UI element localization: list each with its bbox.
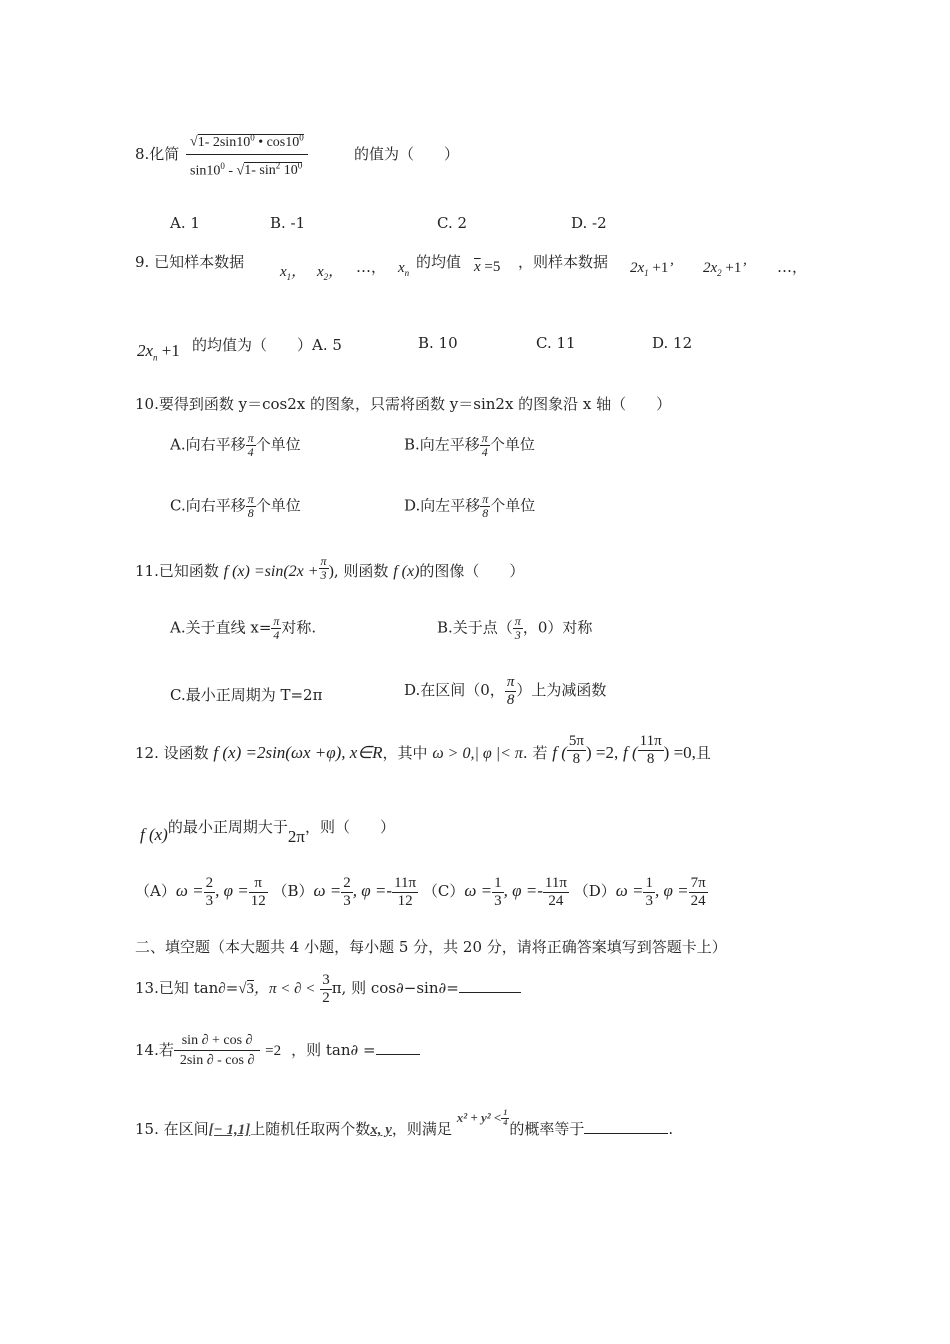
q10-option-d: D.向左平移 $\frac{\pi}{8}$ 个单位: [404, 492, 536, 521]
q9-x1: $x_1$，: [280, 264, 307, 282]
q8-numerator: √1- $2\sin 10^0$ • $\cos 10^0$: [186, 132, 308, 155]
q13-answer-blank[interactable]: [459, 992, 521, 993]
q10-option-c: C.向右平移 $\frac{\pi}{8}$ 个单位: [170, 492, 301, 521]
question-13: 13.已知 tan∂=√3，π < ∂ < $\frac{3}{2}$ π, 则 cos∂−sin∂=: [135, 972, 521, 1006]
q8-fraction: [186, 132, 308, 179]
question-10: 10.要得到函数 y＝cos2x 的图象，只需将函数 y＝sin2x 的图象沿 x 轴（ ）: [135, 395, 672, 413]
q12-option-b: （B）ω = $\frac{2}{3}$ , φ =- $\frac{11\pi}{12}$: [272, 875, 417, 909]
q8-denominator: $\sin 10^0 - √1-$ $\sin^2 10^0$: [190, 160, 303, 179]
q9-xbar: $\overline{x} =5$: [474, 259, 501, 275]
q8-option-d: D. -2: [571, 214, 607, 232]
question-9: 9. 已知样本数据: [135, 253, 245, 271]
q8-option-c: C. 2: [437, 214, 468, 232]
q9-line2-text: 的均值为（ ）A. 5: [192, 336, 342, 354]
q11-option-a: A.关于直线 x= $\frac{\pi}{4}$ 对称.: [170, 614, 317, 643]
q15-answer-blank[interactable]: [584, 1133, 668, 1134]
q12-option-c: （C）ω = $\frac{1}{3}$ , φ =- $\frac{11\pi}{24}$: [422, 875, 567, 909]
q11-option-d: D.在区间（0， $\frac{\pi}{8}$ ）上为减函数: [404, 674, 607, 708]
question-11: 11.已知函数 f (x) =sin(2x + $\frac{\pi}{3}$ ), 则函数 f (x)的图像（ ）: [135, 554, 525, 583]
q9-end: …，: [777, 258, 808, 276]
q9-mid: ，则样本数据: [518, 253, 609, 271]
q14-answer-blank[interactable]: [376, 1054, 420, 1055]
q8-option-a: A. 1: [170, 214, 200, 232]
q10-option-b: B.向左平移 $\frac{\pi}{4}$ 个单位: [404, 431, 535, 460]
section-heading: 二、填空题（本大题共 4 小题，每小题 5 分，共 20 分，请将正确答案填写到答题卡上）: [135, 938, 727, 956]
q9-line2-expr: $2x_n +1$: [137, 341, 180, 363]
question-14: 14.若 $\frac{\sin \partial + \cos \partial}{2\sin \partial - \cos \partial}$ =2 ，则 tan∂ =: [135, 1033, 420, 1069]
q8-prefix: 8.化简: [135, 145, 180, 163]
q9-option-b: B. 10: [418, 334, 458, 352]
question-15: 15. 在区间[− 1,1]上随机任取两个数x, y，则满足 x² + y² < $\frac{1}{4}$ 的概率等于 .: [135, 1107, 674, 1138]
sqrt-icon: √: [236, 163, 245, 179]
question-8: [135, 137, 180, 163]
q12-option-d: （D）ω = $\frac{1}{3}$ , φ = $\frac{7\pi}{24}$: [573, 875, 706, 909]
q8-option-b: B. -1: [270, 214, 306, 232]
q11-option-c: C.最小正周期为 T=2π: [170, 686, 323, 704]
q9-option-c: C. 11: [536, 334, 576, 352]
q12-option-a: （A）ω = $\frac{2}{3}$ , φ = $\frac{\pi}{12}$: [135, 875, 266, 909]
q9-mean-label: 的均值: [416, 253, 462, 271]
q9-option-d: D. 12: [652, 334, 693, 352]
q12-line2: f (x)的最小正周期大于2π，则（ ）: [140, 818, 395, 846]
question-12: 12. 设函数 f (x) =2sin(ωx +φ), x∈R，其中 ω > 0,| φ |< π. 若 f ( $\frac{5\pi}{8}$ ) =2, f ( $\frac{11\pi}{8}$ ) =0,且: [135, 733, 711, 767]
sqrt-icon: √: [190, 134, 198, 150]
q10-option-a: A.向右平移 $\frac{\pi}{4}$ 个单位: [170, 431, 301, 460]
q9-ellipsis: …，: [356, 258, 387, 276]
sqrt-icon: √: [238, 981, 247, 997]
q12-options: [135, 875, 708, 909]
q9-expr2: $2x_2 +1$’: [703, 260, 747, 278]
q8-suffix: 的值为（ ）: [354, 145, 460, 163]
q9-x2: $x_2$，: [317, 264, 344, 282]
q9-expr1: $2x_1 +1$’: [630, 260, 674, 278]
q9-xn: $x_n$: [398, 260, 410, 278]
q11-option-b: B.关于点（ $\frac{\pi}{3}$ ，0）对称: [437, 614, 593, 643]
